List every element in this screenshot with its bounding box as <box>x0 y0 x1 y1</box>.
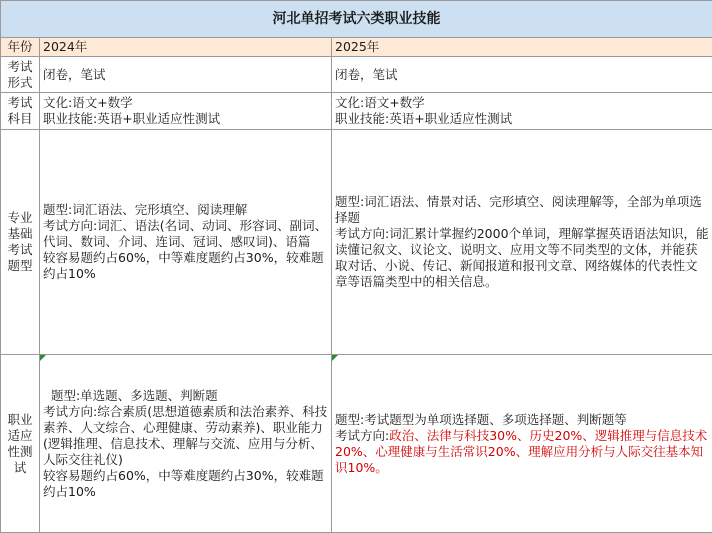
aptitude-2024-type: 题型:单选题、多选题、判断题 <box>43 387 218 403</box>
form-2025-cell[interactable]: 闭卷，笔试 <box>332 57 712 93</box>
form-2024-cell[interactable]: 闭卷，笔试 <box>40 57 332 93</box>
aptitude-2024-cell[interactable] <box>40 355 332 533</box>
aptitude-2025-direction-prefix: 考试方向: <box>335 427 390 443</box>
subjects-2024-cell[interactable] <box>40 93 332 130</box>
aptitude-2025-direction-highlight: 政治、法律与科技30%、历史20%、逻辑推理与信息技术20%、心理健康与生活常识20%、理解应用分析与人际交往基本知识10%。 <box>335 427 708 475</box>
subjects-label[interactable]: 考试科目 <box>1 93 40 130</box>
subjects-2025-line: 职业技能:英语+职业适应性测试 <box>335 111 513 126</box>
subjects-2025-cell[interactable] <box>332 93 712 130</box>
aptitude-row <box>1 355 712 533</box>
basic-2024-direction: 考试方向:词汇、语法(名词、动词、形容词、副词、代词、数词、介词、连词、冠词、感叹词)、语篇 <box>43 218 328 249</box>
subjects-2025-line: 文化:语文+数学 <box>335 95 425 110</box>
year-label-cell[interactable]: 年份 <box>1 38 40 57</box>
basic-2024-difficulty: 较容易题约占60%，中等难度题约占30%，较难题约占10% <box>43 250 324 281</box>
year-row <box>1 38 712 57</box>
basic-label[interactable]: 专业基础考试题型 <box>1 130 40 355</box>
aptitude-2025-direction <box>335 428 709 476</box>
aptitude-2024-difficulty: 较容易题约占60%，中等难度题约占30%，较难题约占10% <box>43 467 324 499</box>
basic-2025-type: 题型:词汇语法、情景对话、完形填空、阅读理解等，全部为单项选择题 <box>335 194 702 225</box>
basic-2025-direction: 考试方向:词汇累计掌握约2000个单词，理解掌握英语语法知识，能读懂记叙文、议论文、说明文、应用文等不同类型的文体，并能获取对话、小说、传记、新闻报道和报刊文章、网络媒体的代表性文章等语篇类型中的相关信息。 <box>335 226 709 289</box>
year-2025-header[interactable]: 2025年 <box>332 38 712 57</box>
basic-2024-cell[interactable] <box>40 130 332 355</box>
table-title[interactable]: 河北单招考试六类职业技能 <box>1 1 712 38</box>
aptitude-label[interactable]: 职业适应性测试 <box>1 355 40 533</box>
aptitude-2024-direction: 考试方向:综合素质(思想道德素质和法治素养、科技素养、人文综合、心理健康、劳动素养)、职业能力(逻辑推理、信息技术、理解与交流、应用与分析、人际交往礼仪) <box>43 403 328 467</box>
year-2024-header[interactable]: 2024年 <box>40 38 332 57</box>
subjects-2024-line: 职业技能:英语+职业适应性测试 <box>43 111 221 126</box>
basic-2025-cell[interactable] <box>332 130 712 355</box>
subjects-2024-line: 文化:语文+数学 <box>43 95 133 110</box>
basic-row <box>1 130 712 355</box>
form-row <box>1 57 712 93</box>
aptitude-2025-cell[interactable] <box>332 355 712 533</box>
subjects-row <box>1 93 712 130</box>
aptitude-2025-type: 题型:考试题型为单项选择题、多项选择题、判断题等 <box>335 411 627 427</box>
form-label[interactable]: 考试形式 <box>1 57 40 93</box>
title-row <box>1 1 712 38</box>
basic-2024-type: 题型:词汇语法、完形填空、阅读理解 <box>43 202 248 217</box>
